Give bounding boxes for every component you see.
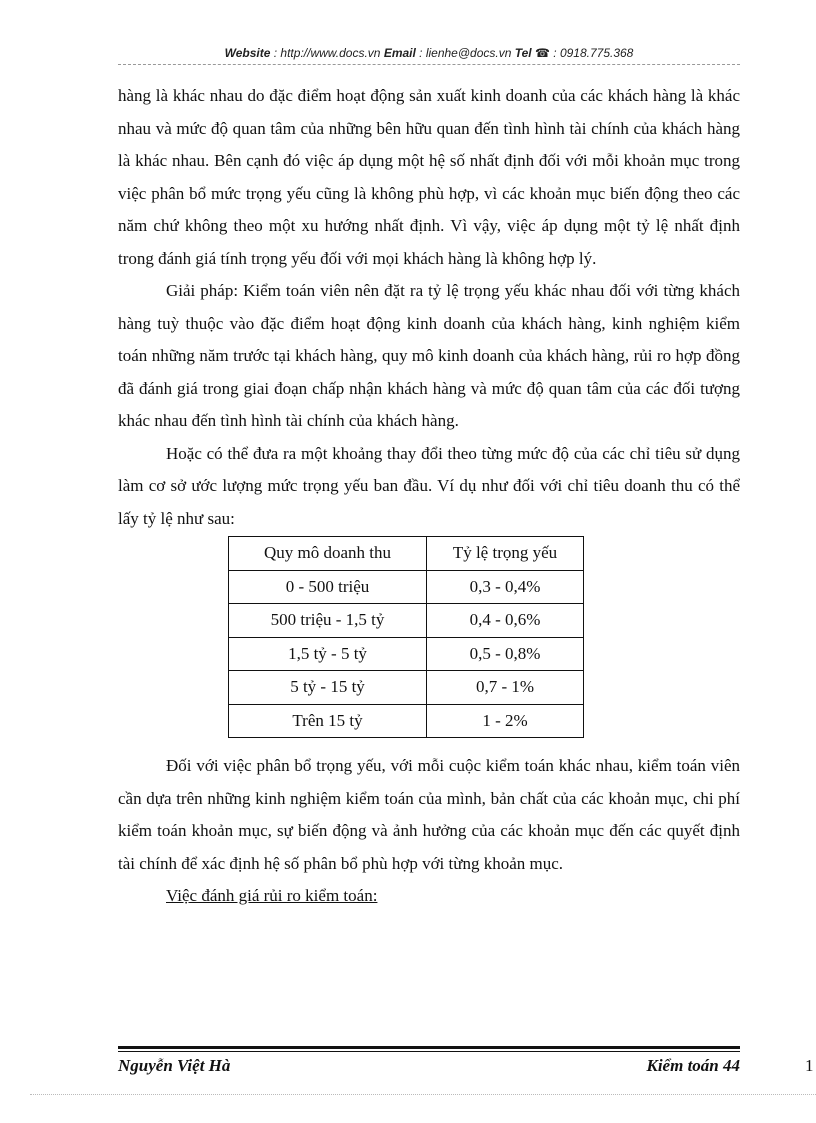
table-cell: 1,5 tỷ - 5 tỷ [229, 637, 427, 671]
phone-icon: ☎ [534, 46, 550, 60]
footer-divider-thin [118, 1051, 740, 1052]
table-cell: 0,4 - 0,6% [427, 604, 584, 638]
header-divider [118, 64, 740, 65]
page-bottom-divider [30, 1094, 816, 1095]
table-cell: 5 tỷ - 15 tỷ [229, 671, 427, 705]
email-link[interactable]: : lienhe@docs.vn [415, 46, 515, 60]
table-spacer [118, 738, 740, 750]
table-row [229, 604, 584, 638]
tel-value: : 0918.775.368 [549, 46, 634, 60]
footer-divider-thick [118, 1046, 740, 1049]
table-cell: 1 - 2% [427, 704, 584, 738]
paragraph-3: Hoặc có thể đưa ra một khoảng thay đổi theo từng mức độ của các chỉ tiêu sử dụng làm cơ sở ước lượng mức trọng yếu ban đầu. Ví dụ như đối với chỉ tiêu doanh thu có thể lấy tỷ lệ như sau: [118, 443, 740, 528]
section-heading [118, 880, 740, 913]
table-row [229, 704, 584, 738]
table-cell: 0,5 - 0,8% [427, 637, 584, 671]
page-number: 1 [805, 1056, 814, 1075]
website-link[interactable]: : http://www.docs.vn [270, 46, 384, 60]
table-cell: Trên 15 tỷ [229, 704, 427, 738]
paragraph-2: Giải pháp: Kiểm toán viên nên đặt ra tỷ lệ trọng yếu khác nhau đối với từng khách hàng tuỳ thuộc vào đặc điểm hoạt động kinh doanh của khách hàng, kinh nghiệm kiểm toán những năm trước tại khách hàng, quy mô kinh doanh của khách hàng, rủi ro hợp đồng đã đánh giá trong giai đoạn chấp nhận khách hàng và mức độ quan tâm của các đối tượng khác nhau đến tình hình tài chính của khách hàng. [118, 281, 740, 430]
table-header-cell: Quy mô doanh thu [229, 537, 427, 571]
table-cell: 0,7 - 1% [427, 671, 584, 705]
document-body [118, 80, 740, 913]
footer-author: Nguyễn Việt Hà [118, 1056, 231, 1075]
table-row [229, 637, 584, 671]
website-label: Website [224, 46, 271, 60]
paragraph-4: Đối với việc phân bổ trọng yếu, với mỗi cuộc kiểm toán khác nhau, kiểm toán viên cần dựa trên những kinh nghiệm kiểm toán của mình, bản chất của các khoản mục, chi phí kiểm toán khoản mục, sự biến động và ảnh hưởng của các khoản mục đến các quyết định tài chính để xác định hệ số phân bổ phù hợp với từng khoản mục. [118, 756, 740, 873]
table-row [229, 671, 584, 705]
table-header-cell: Tỷ lệ trọng yếu [427, 537, 584, 571]
section-heading-text: Việc đánh giá rủi ro kiểm toán: [166, 886, 378, 905]
table-cell: 0,3 - 0,4% [427, 570, 584, 604]
table-cell: 0 - 500 triệu [229, 570, 427, 604]
table-row [229, 570, 584, 604]
table-cell: 500 triệu - 1,5 tỷ [229, 604, 427, 638]
footer-class: Kiểm toán 44 [646, 1056, 740, 1075]
table-header-row [229, 537, 584, 571]
page-header [118, 46, 740, 60]
tel-label: Tel [514, 46, 532, 60]
paragraph-1: hàng là khác nhau do đặc điểm hoạt động sản xuất kinh doanh của các khách hàng là khác nhau và mức độ quan tâm của những bên hữu quan đến tình hình tài chính của khách hàng là khác nhau. Bên cạnh đó việc áp dụng một hệ số nhất định đối với mỗi khoản mục trong việc phân bổ mức trọng yếu cũng là không phù hợp, vì các khoản mục biến động theo các năm chứ không theo một xu hướng nhất định. Vì vậy, việc áp dụng một tỷ lệ nhất định trong đánh giá tính trọng yếu đối với mọi khách hàng là không hợp lý. [118, 86, 740, 268]
email-label: Email [383, 46, 416, 60]
materiality-rate-table [228, 536, 584, 738]
